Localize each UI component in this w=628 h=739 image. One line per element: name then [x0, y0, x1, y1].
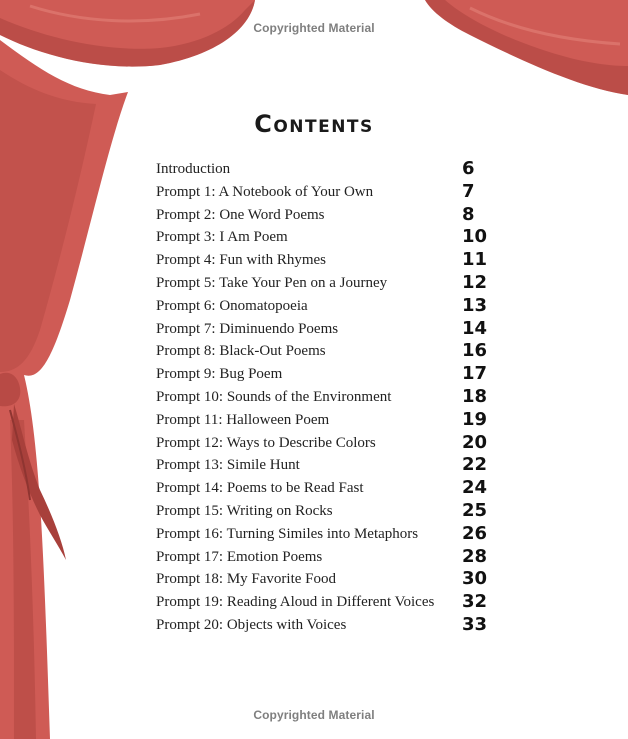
toc-entry-label: Prompt 11: Halloween Poem: [156, 411, 330, 428]
page-title: Contents: [254, 110, 374, 138]
toc-entry-page-number: 19: [462, 408, 488, 430]
toc-entry: [156, 432, 496, 455]
toc-entry: [156, 477, 496, 500]
toc-entry-page-number: 18: [462, 385, 488, 407]
toc-entry-page-number: 28: [462, 545, 488, 567]
table-of-contents: [156, 158, 496, 637]
toc-entry-page-number: 6: [462, 158, 475, 179]
toc-entry: [156, 568, 496, 591]
toc-entry-label: Prompt 16: Turning Similes into Metaphors: [156, 525, 419, 542]
copyright-watermark-top: Copyrighted Material: [253, 21, 375, 35]
copyright-watermark-bottom: Copyrighted Material: [253, 708, 375, 722]
toc-entry-label: Prompt 7: Diminuendo Poems: [156, 320, 339, 337]
toc-entry-page-number: 14: [462, 317, 488, 339]
toc-entry-page-number: 26: [462, 522, 488, 544]
toc-entry-label: Prompt 4: Fun with Rhymes: [156, 252, 327, 269]
toc-entry: [156, 614, 496, 637]
toc-entry: [156, 204, 496, 227]
toc-entry-label: Prompt 6: Onomatopoeia: [156, 297, 308, 314]
toc-entry-label: Prompt 9: Bug Poem: [156, 366, 283, 383]
toc-entry-page-number: 30: [462, 568, 488, 590]
toc-entry: [156, 295, 496, 318]
toc-entry-label: Prompt 18: My Favorite Food: [156, 571, 337, 588]
toc-entry: [156, 546, 496, 569]
toc-entry-label: Prompt 13: Simile Hunt: [156, 457, 300, 474]
toc-entry-page-number: 17: [462, 363, 488, 385]
toc-entry-label: Introduction: [156, 161, 231, 177]
toc-entry-label: Prompt 8: Black-Out Poems: [156, 343, 326, 360]
toc-entry-page-number: 8: [462, 203, 475, 225]
toc-entry-page-number: 13: [462, 294, 488, 316]
toc-entry-label: Prompt 5: Take Your Pen on a Journey: [156, 274, 388, 291]
toc-entry: [156, 181, 496, 204]
toc-entry-label: Prompt 3: I Am Poem: [156, 229, 288, 246]
toc-entry-label: Prompt 12: Ways to Describe Colors: [156, 434, 376, 451]
toc-entry: [156, 500, 496, 523]
toc-entry-page-number: 10: [462, 226, 488, 248]
toc-entry-page-number: 25: [462, 499, 488, 521]
toc-entry-page-number: 11: [462, 249, 488, 271]
toc-entry-page-number: 7: [462, 180, 475, 202]
toc-entry-page-number: 16: [462, 340, 488, 362]
toc-entry-label: Prompt 15: Writing on Rocks: [156, 502, 333, 519]
toc-entry: [156, 363, 496, 386]
toc-entry: [156, 386, 496, 409]
toc-entry-page-number: 20: [462, 431, 488, 453]
toc-entry-page-number: 12: [462, 271, 488, 293]
toc-entry-label: Prompt 19: Reading Aloud in Different Voices: [156, 594, 435, 611]
toc-entry: [156, 454, 496, 477]
toc-entry-page-number: 32: [462, 591, 488, 613]
toc-entry: [156, 272, 496, 295]
toc-entry-label: Prompt 17: Emotion Poems: [156, 548, 323, 565]
toc-entry-label: Prompt 1: A Notebook of Your Own: [156, 183, 374, 200]
toc-entry: [156, 318, 496, 341]
toc-entry: [156, 158, 496, 181]
toc-entry: [156, 409, 496, 432]
toc-entry: [156, 249, 496, 272]
toc-entry: [156, 226, 496, 249]
toc-entry: [156, 523, 496, 546]
toc-entry: [156, 591, 496, 614]
toc-entry-label: Prompt 2: One Word Poems: [156, 206, 325, 223]
toc-entry-page-number: 24: [462, 477, 488, 499]
toc-entry: [156, 340, 496, 363]
toc-entry-label: Prompt 20: Objects with Voices: [156, 616, 347, 633]
toc-entry-page-number: 22: [462, 454, 488, 476]
toc-entry-label: Prompt 14: Poems to be Read Fast: [156, 480, 364, 497]
toc-entry-page-number: 33: [462, 613, 488, 635]
toc-entry-label: Prompt 10: Sounds of the Environment: [156, 388, 392, 405]
